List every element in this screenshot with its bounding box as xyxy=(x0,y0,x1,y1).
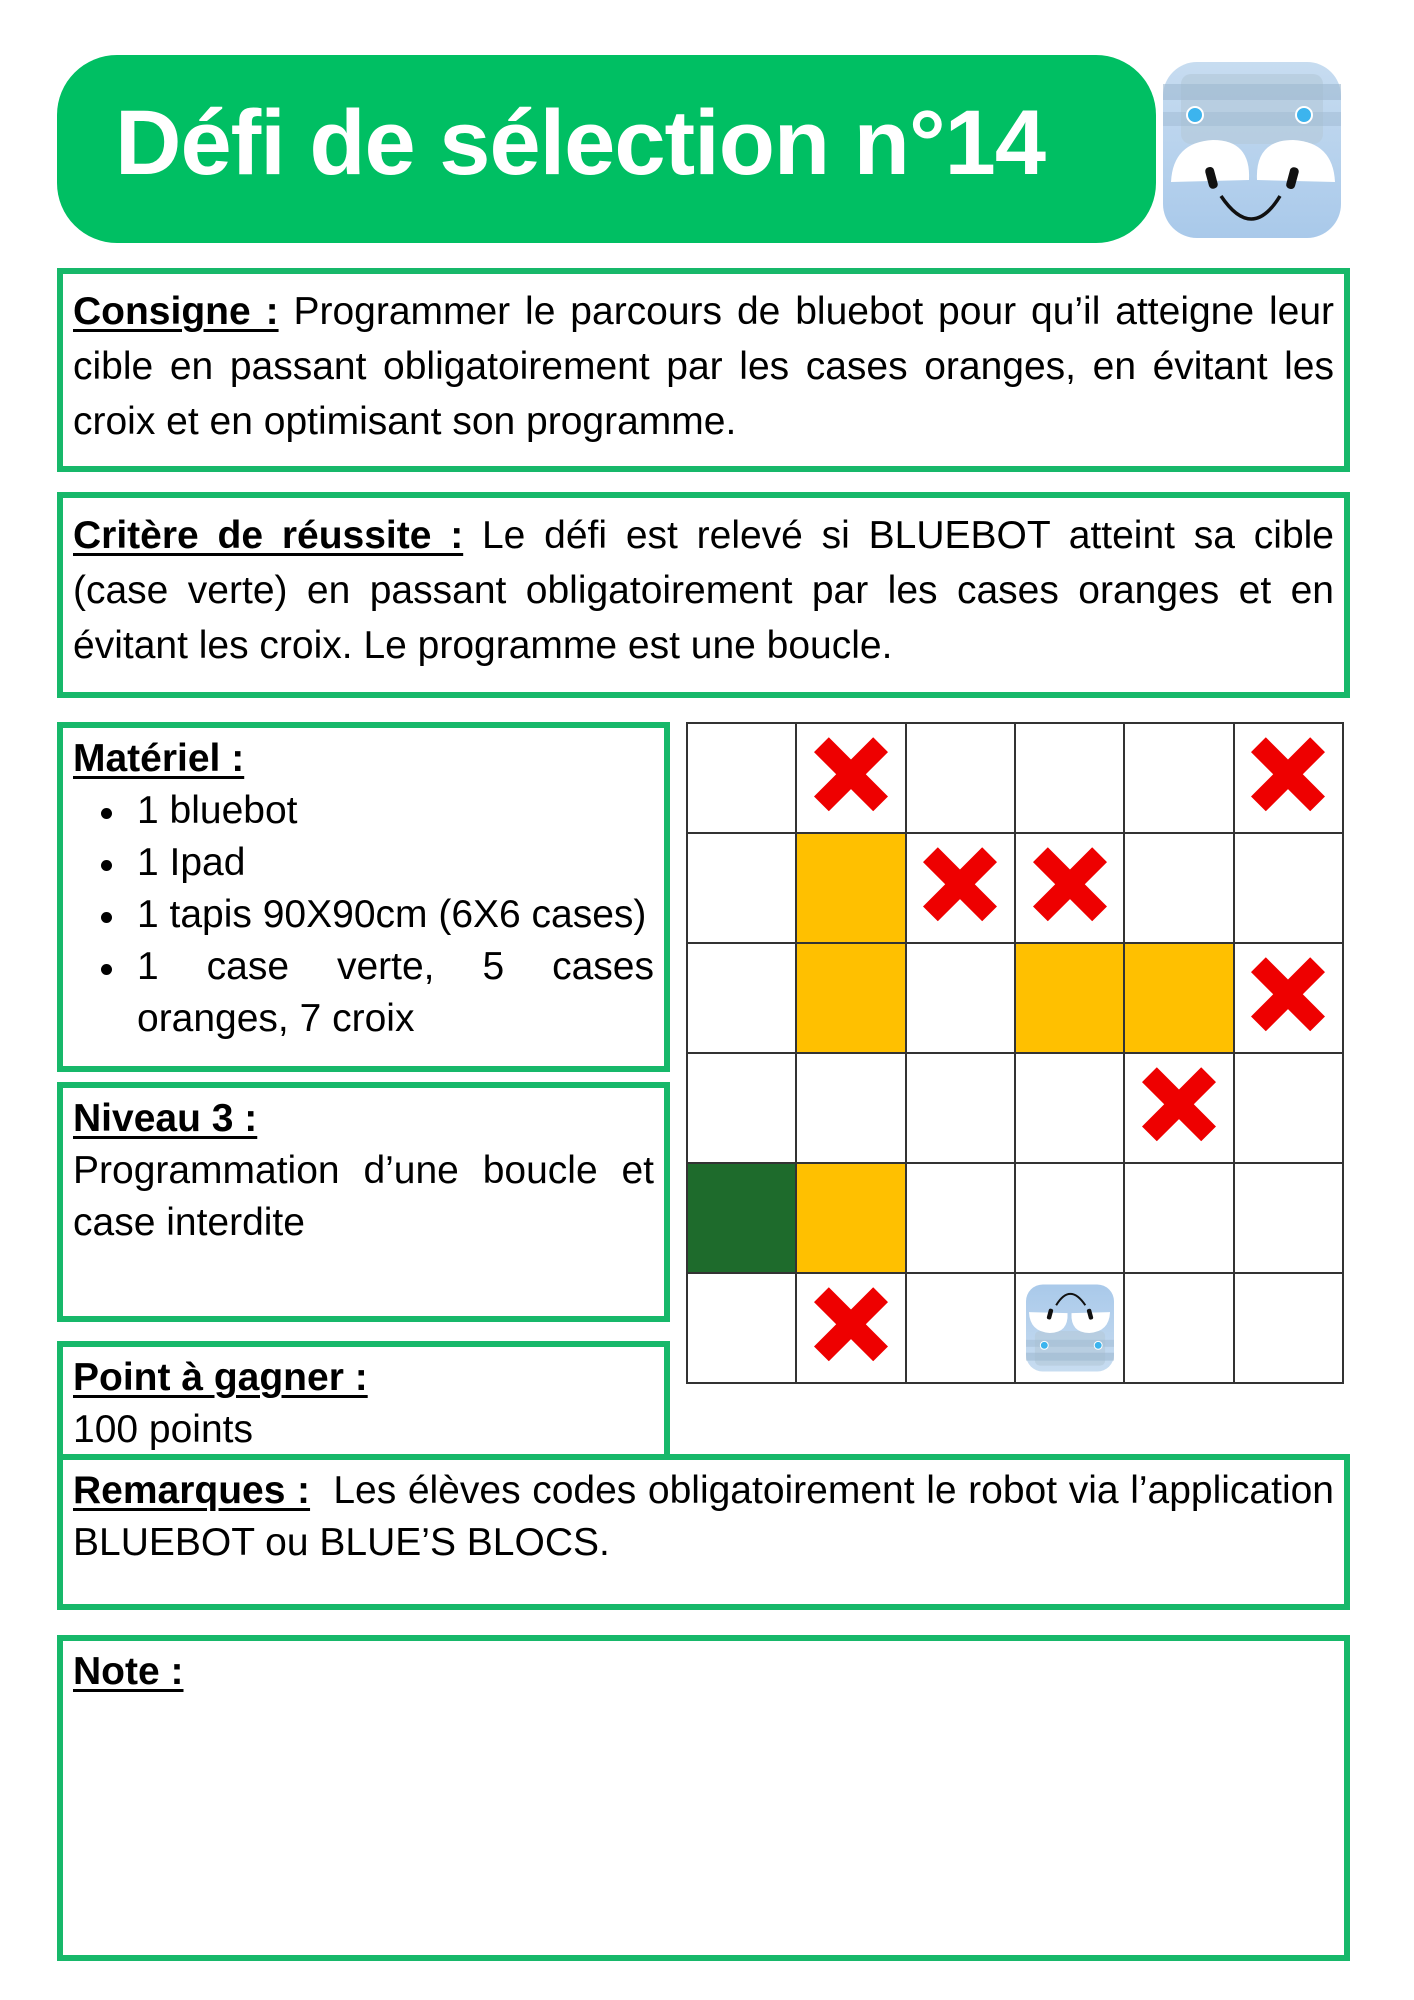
board-cell-empty xyxy=(688,1274,797,1384)
cross-icon xyxy=(922,847,998,921)
bluebot-robot-icon[interactable] xyxy=(1026,1282,1114,1374)
board-cell-cross xyxy=(1235,724,1344,834)
board-cell-empty xyxy=(1016,724,1125,834)
note-label: Note : xyxy=(73,1650,184,1693)
board-cell-cross xyxy=(1016,834,1125,944)
list-item xyxy=(73,785,654,837)
board-cell-cross xyxy=(1235,944,1344,1054)
cross-icon xyxy=(1141,1067,1217,1141)
points-label: Point à gagner : xyxy=(73,1356,368,1399)
board-cell-orange xyxy=(797,834,906,944)
success-criteria-label: Critère de réussite : xyxy=(73,514,464,557)
board-cell-empty xyxy=(1016,1164,1125,1274)
board-cell-empty xyxy=(907,944,1016,1054)
board-cell-empty xyxy=(1125,1164,1234,1274)
cross-icon xyxy=(813,737,889,811)
materials-list xyxy=(73,785,654,1045)
list-item xyxy=(73,837,654,889)
board-cell-empty xyxy=(907,1164,1016,1274)
level-box xyxy=(57,1082,670,1322)
board-cell-target xyxy=(688,1164,797,1274)
board-cell-empty xyxy=(907,724,1016,834)
board-cell-empty xyxy=(688,724,797,834)
board-cell-empty xyxy=(688,944,797,1054)
board-cell-empty xyxy=(1235,834,1344,944)
board-cell-cross xyxy=(1125,1054,1234,1164)
board-cell-empty xyxy=(1235,1164,1344,1274)
cross-icon xyxy=(1032,847,1108,921)
title-banner xyxy=(57,55,1156,243)
board-cell-empty xyxy=(1125,724,1234,834)
instruction-box xyxy=(57,268,1350,472)
board-cell-empty xyxy=(1125,1274,1234,1384)
game-board xyxy=(686,722,1344,1384)
materials-box xyxy=(57,722,670,1072)
bullet-icon xyxy=(101,912,112,923)
board-cell-orange xyxy=(1016,944,1125,1054)
list-item-text: 1 Ipad xyxy=(137,841,246,884)
board-cell-cross xyxy=(907,834,1016,944)
board-cell-empty xyxy=(1016,1054,1125,1164)
board-cell-orange xyxy=(797,944,906,1054)
board-cell-empty xyxy=(1235,1054,1344,1164)
board-cell-empty xyxy=(688,1054,797,1164)
level-label: Niveau 3 : xyxy=(73,1097,258,1140)
list-item-text: 1 bluebot xyxy=(137,789,298,832)
cross-icon xyxy=(813,1287,889,1361)
board-cell-empty xyxy=(907,1274,1016,1384)
materials-label: Matériel : xyxy=(73,737,245,780)
board-cell-empty xyxy=(797,1054,906,1164)
points-text: 100 points xyxy=(73,1408,253,1451)
page-title: Défi de sélection n°14 xyxy=(115,92,1045,194)
board-cell-empty xyxy=(688,834,797,944)
level-text: Programmation d’une boucle et case interdite xyxy=(73,1149,654,1244)
note-box[interactable] xyxy=(57,1635,1350,1961)
remarks-label: Remarques : xyxy=(73,1469,311,1512)
bullet-icon xyxy=(101,808,112,819)
board-cell-orange xyxy=(1125,944,1234,1054)
remarks-box xyxy=(57,1454,1350,1610)
cross-icon xyxy=(1250,957,1326,1031)
instruction-text: Programmer le parcours de bluebot pour qu’il atteigne leur cible en passant obligatoirement par les cases oranges, en évitant les croix et en optimisant son programme. xyxy=(73,290,1334,443)
board-cell-robot xyxy=(1016,1274,1125,1384)
list-item-text: 1 case verte, 5 cases oranges, 7 croix xyxy=(137,945,654,1040)
board-cell-cross xyxy=(797,724,906,834)
success-criteria-box xyxy=(57,492,1350,698)
board-cell-empty xyxy=(1235,1274,1344,1384)
board-cell-empty xyxy=(1125,834,1234,944)
cross-icon xyxy=(1250,737,1326,811)
list-item xyxy=(73,941,654,1045)
board-cell-orange xyxy=(797,1164,906,1274)
bluebot-robot-icon xyxy=(1163,62,1341,238)
bullet-icon xyxy=(101,860,112,871)
board-cell-cross xyxy=(797,1274,906,1384)
instruction-label: Consigne : xyxy=(73,290,279,333)
list-item xyxy=(73,889,654,941)
success-criteria-text: Le défi est relevé si BLUEBOT atteint sa cible (case verte) en passant obligatoirement par les cases oranges et en évitant les croix. Le programme est une boucle. xyxy=(73,514,1334,667)
bullet-icon xyxy=(101,964,112,975)
board-cell-empty xyxy=(907,1054,1016,1164)
remarks-text: Les élèves codes obligatoirement le robot via l’application BLUEBOT ou BLUE’S BLOCS. xyxy=(73,1469,1345,1564)
list-item-text: 1 tapis 90X90cm (6X6 cases) xyxy=(137,893,647,936)
